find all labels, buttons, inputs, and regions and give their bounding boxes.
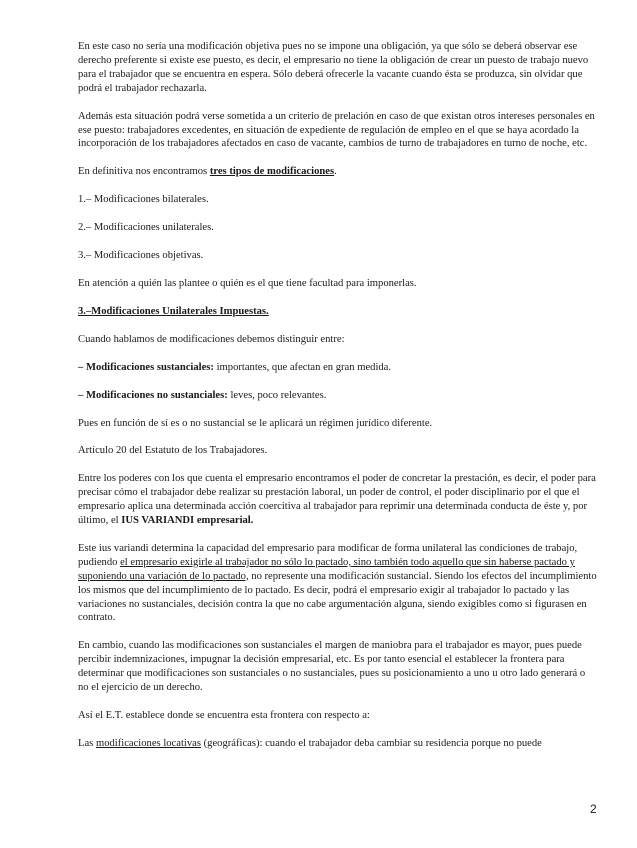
text: Las bbox=[78, 737, 96, 749]
paragraph-employer-powers bbox=[78, 472, 598, 528]
bold-term: – Modificaciones sustanciales: bbox=[78, 361, 214, 373]
list-item-unilateral: 2.– Modificaciones unilaterales. bbox=[78, 222, 214, 234]
underlined-phrase: modificaciones locativas bbox=[95, 737, 201, 749]
page-number: 2 bbox=[590, 802, 597, 816]
paragraph-non-substantial bbox=[78, 389, 598, 403]
text: no represente una modificación sustancial. Siendo los efectos del incumplimiento los mismos que del incumplimiento de lo pactado. Es decir, podrá el empresario exigir al trabajador lo pactado y las variaciones no sustanciales, decisión contra la que no cabe argumentación alguna, siendo exigibles como si figurasen en contrato. bbox=[78, 570, 597, 624]
bold-term: IUS VARIANDI empresarial. bbox=[121, 515, 254, 527]
paragraph-prelation-criteria: Además esta situación podrá verse sometida a un criterio de prelación en caso de que existan otros intereses personales en ese puesto: trabajadores excedentes, en situación de expediente de regulación de empleo en el que se haya acordado la incorporación de los trabajadores afectados en caso de vacante, cambios de turno de trabajadores en turno de noche, etc. bbox=[78, 110, 595, 150]
paragraph-locative-modifications bbox=[78, 737, 598, 751]
text: . bbox=[334, 166, 337, 178]
list-item-objective: 3.– Modificaciones objetivas. bbox=[78, 250, 204, 262]
paragraph-article-reference: Artículo 20 del Estatuto de los Trabajadores. bbox=[78, 445, 268, 457]
paragraph-frontier: Así el E.T. establece donde se encuentra esta frontera con respecto a: bbox=[78, 710, 370, 721]
text: importantes, que afectan en gran medida. bbox=[213, 361, 392, 373]
paragraph-distinguish: Cuando hablamos de modificaciones debemos distinguir entre: bbox=[78, 333, 345, 345]
paragraph-who-imposes: En atención a quién las plantee o quién es el que tiene facultad para imponerlas. bbox=[78, 277, 417, 289]
text: leves, poco relevantes. bbox=[227, 389, 327, 401]
text: Entre los poderes con los que cuenta el empresario encontramos el poder de concretar la prestación, es decir, el poder para precisar cómo el trabajador debe realizar su prestación laboral, un poder de control, el poder disciplinario por el que el empresario aplica una determinada acción coercitiva al trabajador para reprimir una determinada conducta de éste y, por último, el bbox=[78, 473, 596, 527]
paragraph-legal-regime: Pues en función de sí es o no sustancial se le aplicará un régimen jurídico diferente. bbox=[78, 417, 433, 429]
section-heading: 3.–Modificaciones Unilaterales Impuestas. bbox=[78, 305, 269, 317]
underlined-phrase: tres tipos de modificaciones bbox=[209, 166, 335, 178]
paragraph-ius-variandi bbox=[78, 542, 598, 625]
text: En definitiva nos encontramos bbox=[78, 166, 210, 178]
document-page bbox=[78, 40, 598, 765]
paragraph-substantial bbox=[78, 361, 598, 375]
underlined-phrase: el empresario exigirle al trabajador no sólo lo pactado, sino también todo aquello que sin haberse pactado y suponiendo una variación de lo pactado, bbox=[78, 556, 575, 582]
text: (geográficas): cuando el trabajador deba cambiar su residencia porque no puede bbox=[200, 737, 542, 749]
paragraph-objective-modification: En este caso no sería una modificación objetiva pues no se impone una obligación, ya que sólo se deberá observar ese derecho preferente si existe ese puesto, es decir, el empresario no tiene la obligación de crear un puesto de trabajo nuevo para el trabajador que se encuentra en espera. Sólo deberá ofrecerle la vacante cuando ésta se produzca, sin olvidar que podrá el trabajador rechazarla. bbox=[78, 41, 589, 94]
text: Este ius variandi determina la capacidad del empresario para modificar de forma unilateral las condiciones de trabajo, pudiendo bbox=[78, 542, 578, 568]
bold-term: – Modificaciones no sustanciales: bbox=[78, 389, 228, 401]
paragraph-substantial-margin: En cambio, cuando las modificaciones son sustanciales el margen de maniobra para el trabajador es mayor, pues puede percibir indemnizaciones, impugnar la decisión empresarial, etc. Es por tanto esencial el establecer la frontera para determinar que modificaciones son sustanciales o no sustanciales, pues su posicionamiento a uno u otro lado generará o no el ejercicio de un derecho. bbox=[78, 640, 586, 694]
paragraph-modification-types bbox=[78, 165, 598, 179]
list-item-bilateral: 1.– Modificaciones bilaterales. bbox=[78, 194, 209, 206]
